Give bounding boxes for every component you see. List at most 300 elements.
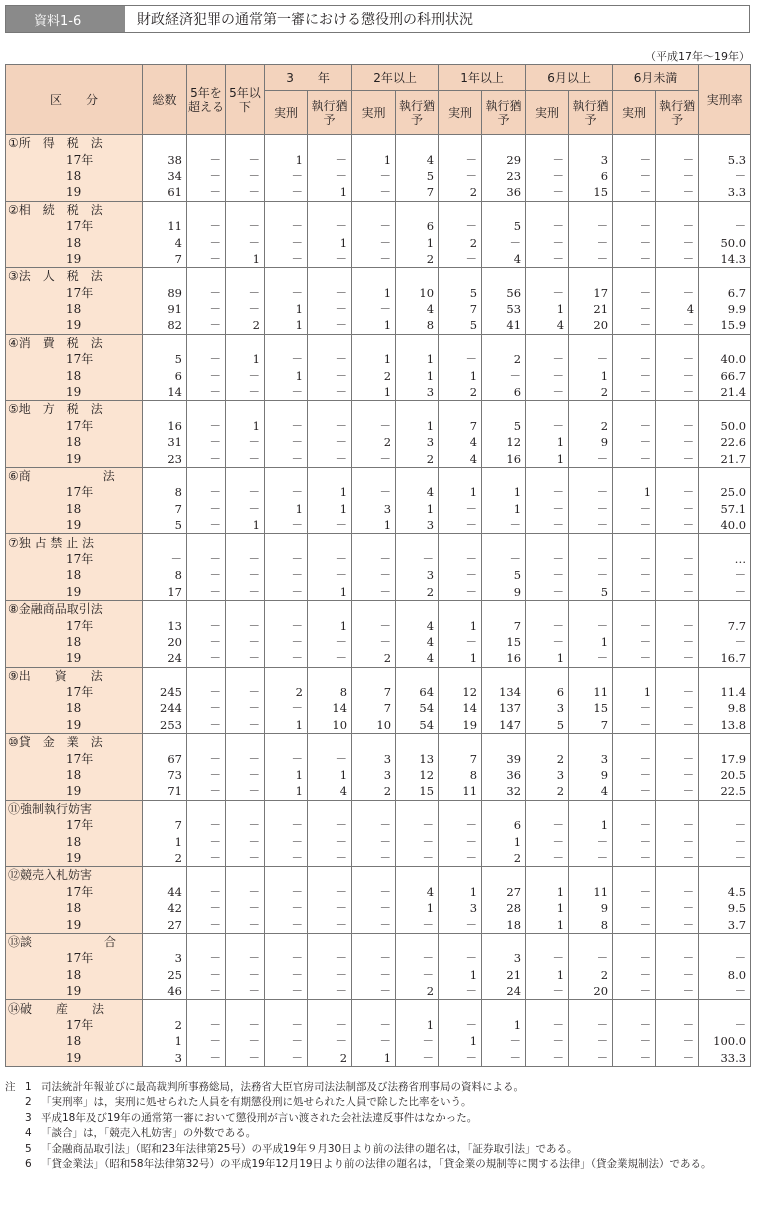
table-cell [187, 534, 226, 551]
table-cell [613, 334, 656, 351]
table-cell: － [187, 900, 226, 916]
table-cell [396, 467, 439, 484]
table-cell: － [569, 1033, 613, 1049]
table-cell: 1 [439, 1033, 482, 1049]
table-cell [482, 334, 526, 351]
table-cell: 44 [143, 884, 187, 900]
table-cell [226, 467, 265, 484]
table-cell: 1 [526, 967, 569, 983]
table-cell: － [439, 151, 482, 167]
table-cell: － [308, 916, 352, 933]
table-cell: 20.5 [699, 767, 751, 783]
table-cell [569, 334, 613, 351]
table-cell: － [613, 418, 656, 434]
table-cell: － [569, 1017, 613, 1033]
table-cell: － [226, 151, 265, 167]
table-cell: 4 [396, 151, 439, 167]
table-cell: － [226, 983, 265, 1000]
year-label: 18 [6, 234, 143, 250]
table-row [6, 817, 751, 833]
table-cell: － [656, 617, 699, 633]
table-row [6, 750, 751, 766]
table-cell: 21 [569, 301, 613, 317]
table-cell: － [656, 916, 699, 933]
table-cell [265, 135, 308, 152]
table-cell: － [265, 184, 308, 201]
table-cell [526, 401, 569, 418]
table-cell: 7 [439, 750, 482, 766]
table-cell: － [352, 950, 396, 966]
table-cell [613, 467, 656, 484]
table-cell: 5 [396, 168, 439, 184]
table-cell: 4.5 [699, 884, 751, 900]
table-cell: － [613, 151, 656, 167]
table-cell: 17.9 [699, 750, 751, 766]
table-cell: 22.6 [699, 434, 751, 450]
table-row [6, 1017, 751, 1033]
table-cell: 12 [482, 434, 526, 450]
table-body [6, 135, 751, 1067]
table-cell: － [656, 884, 699, 900]
table-cell: 18 [482, 916, 526, 933]
note-marker [5, 1142, 25, 1157]
table-cell: － [308, 367, 352, 383]
year-label: 17年 [6, 351, 143, 367]
table-cell: － [265, 450, 308, 467]
table-cell: 1 [352, 1049, 396, 1066]
table-cell: 1 [308, 617, 352, 633]
table-cell: 5 [482, 218, 526, 234]
year-label: 17年 [6, 418, 143, 434]
table-row [6, 967, 751, 983]
table-row [6, 384, 751, 401]
table-cell [143, 734, 187, 751]
table-cell [439, 800, 482, 817]
table-cell: － [656, 501, 699, 517]
table-cell: － [265, 551, 308, 567]
table-cell: 5 [482, 418, 526, 434]
table-cell: － [352, 551, 396, 567]
col-total: 総数 [143, 65, 187, 135]
table-group-row [6, 534, 751, 551]
table-cell [699, 1000, 751, 1017]
notes [5, 1080, 753, 1172]
table-cell: 2 [439, 184, 482, 201]
table-cell: － [569, 234, 613, 250]
year-label: 19 [6, 384, 143, 401]
col-actual: 実刑 [613, 91, 656, 135]
year-label: 19 [6, 450, 143, 467]
table-cell [613, 201, 656, 218]
table-cell: － [526, 418, 569, 434]
table-cell: － [526, 1049, 569, 1066]
table-cell [613, 800, 656, 817]
table-cell [308, 933, 352, 950]
table-cell [613, 1000, 656, 1017]
table-cell [226, 401, 265, 418]
table-cell: － [439, 501, 482, 517]
year-label: 17年 [6, 884, 143, 900]
table-cell: － [613, 384, 656, 401]
table-cell: － [308, 218, 352, 234]
table-cell: 3 [396, 434, 439, 450]
table-cell: 15 [569, 184, 613, 201]
table-cell [396, 800, 439, 817]
table-cell: － [265, 833, 308, 849]
note-item [5, 1080, 753, 1095]
table-cell: 4 [439, 434, 482, 450]
table-cell [396, 1000, 439, 1017]
note-text: 司法統計年報並びに最高裁判所事務総局，法務省大臣官房司法法制部及び法務省刑事局の資料による。 [41, 1081, 524, 1093]
table-cell: － [699, 634, 751, 650]
table-cell [526, 201, 569, 218]
table-cell: － [226, 567, 265, 583]
table-cell [526, 933, 569, 950]
table-cell: 7 [569, 717, 613, 734]
table-cell [699, 734, 751, 751]
table-cell: 1 [439, 967, 482, 983]
table-cell: － [482, 551, 526, 567]
table-cell: 2 [352, 367, 396, 383]
table-cell: － [656, 817, 699, 833]
table-cell: 1 [526, 450, 569, 467]
table-cell: － [352, 900, 396, 916]
table-cell: － [526, 484, 569, 500]
col-actual: 実刑 [439, 91, 482, 135]
table-cell [143, 268, 187, 285]
table-cell: 3 [569, 151, 613, 167]
table-cell [143, 534, 187, 551]
table-row [6, 1033, 751, 1049]
document-title: 財政経済犯罪の通常第一審における懲役刑の科刑状況 [137, 12, 473, 28]
table-cell [187, 600, 226, 617]
table-cell [439, 933, 482, 950]
col-section: 区 分 [6, 65, 143, 135]
table-cell: － [265, 484, 308, 500]
table-cell: 73 [143, 767, 187, 783]
table-cell: － [187, 617, 226, 633]
table-cell: － [308, 750, 352, 766]
table-cell: 3 [482, 950, 526, 966]
table-cell: 9.8 [699, 700, 751, 716]
table-cell: － [656, 285, 699, 301]
document-header [5, 5, 750, 33]
table-cell: － [226, 634, 265, 650]
table-cell [656, 467, 699, 484]
col-under-6-months: 6月未満 [613, 65, 699, 91]
col-over-5-years: 5年を超える [187, 65, 226, 135]
table-cell: － [613, 833, 656, 849]
table-cell: － [396, 833, 439, 849]
table-cell: 2 [569, 967, 613, 983]
table-cell: － [352, 617, 396, 633]
table-row [6, 983, 751, 1000]
table-cell: 1 [482, 1017, 526, 1033]
table-cell: 5.3 [699, 151, 751, 167]
table-cell: － [482, 367, 526, 383]
note-marker [5, 1111, 25, 1126]
table-cell: － [613, 168, 656, 184]
table-cell: 1 [613, 484, 656, 500]
table-cell [308, 534, 352, 551]
table-cell [613, 933, 656, 950]
col-1-year-plus: 1年以上 [439, 65, 526, 91]
col-suspended: 執行猶予 [656, 91, 699, 135]
table-cell: － [187, 584, 226, 601]
table-cell [308, 734, 352, 751]
table-cell: 5 [439, 285, 482, 301]
table-cell: 10 [352, 717, 396, 734]
document-tag: 資料1-6 [6, 6, 125, 32]
table-cell [526, 1000, 569, 1017]
table-cell [187, 467, 226, 484]
table-cell [526, 268, 569, 285]
table-cell: 54 [396, 700, 439, 716]
table-cell: 1 [439, 884, 482, 900]
table-cell: － [187, 567, 226, 583]
table-cell: － [308, 551, 352, 567]
table-cell: － [439, 218, 482, 234]
table-cell: － [613, 967, 656, 983]
table-cell [526, 600, 569, 617]
table-cell: 16.7 [699, 650, 751, 667]
table-cell: 23 [482, 168, 526, 184]
year-label: 17年 [6, 750, 143, 766]
table-cell: － [396, 817, 439, 833]
table-cell [699, 467, 751, 484]
table-cell [265, 667, 308, 684]
table-group-row [6, 135, 751, 152]
table-cell [482, 1000, 526, 1017]
table-cell: 3 [352, 501, 396, 517]
table-cell: － [352, 251, 396, 268]
table-cell: － [187, 367, 226, 383]
table-cell: 4 [656, 301, 699, 317]
table-cell: － [613, 184, 656, 201]
group-label: ②相 続 税 法 [6, 201, 143, 218]
table-cell: 3 [352, 750, 396, 766]
table-cell: － [226, 584, 265, 601]
table-cell: 27 [143, 916, 187, 933]
table-cell: － [613, 367, 656, 383]
table-cell: － [613, 916, 656, 933]
table-cell: － [656, 434, 699, 450]
table-cell: 5 [526, 717, 569, 734]
table-cell: 2 [439, 384, 482, 401]
year-label: 18 [6, 700, 143, 716]
table-cell: － [613, 434, 656, 450]
table-cell: － [226, 218, 265, 234]
table-row [6, 634, 751, 650]
table-cell: － [439, 551, 482, 567]
table-cell: － [656, 767, 699, 783]
table-cell [569, 268, 613, 285]
year-label: 19 [6, 650, 143, 667]
group-label: ①所 得 税 法 [6, 135, 143, 152]
note-marker [5, 1126, 25, 1141]
table-cell: － [656, 983, 699, 1000]
table-cell: － [352, 168, 396, 184]
table-cell: － [613, 551, 656, 567]
table-cell: － [187, 717, 226, 734]
year-label: 19 [6, 850, 143, 867]
table-cell [352, 667, 396, 684]
table-cell [613, 600, 656, 617]
table-cell [308, 1000, 352, 1017]
table-cell: － [526, 384, 569, 401]
table-cell: － [569, 551, 613, 567]
table-cell [569, 800, 613, 817]
table-cell: 1 [265, 317, 308, 334]
table-cell: 7 [143, 501, 187, 517]
table-cell: － [656, 418, 699, 434]
table-cell: － [226, 367, 265, 383]
year-label: 17年 [6, 684, 143, 700]
table-cell: － [265, 750, 308, 766]
table-cell: － [526, 184, 569, 201]
table-cell: 2 [143, 1017, 187, 1033]
note-number: 5 [25, 1142, 32, 1155]
table-group-row [6, 334, 751, 351]
table-cell: － [187, 517, 226, 534]
table-cell: － [613, 450, 656, 467]
year-label: 19 [6, 983, 143, 1000]
table-cell: 15 [482, 634, 526, 650]
table-row [6, 351, 751, 367]
table-cell: － [226, 767, 265, 783]
table-cell: 4 [396, 617, 439, 633]
table-cell: － [613, 634, 656, 650]
table-row [6, 484, 751, 500]
note-text: 「金融商品取引法」（昭和23年法律第25号）の平成19年９月30日より前の法律の題名は，「証券取引法」である。 [41, 1142, 578, 1155]
table-cell: － [187, 484, 226, 500]
table-cell: － [352, 484, 396, 500]
table-cell [526, 135, 569, 152]
table-cell [143, 667, 187, 684]
table-cell [265, 467, 308, 484]
year-label: 17年 [6, 551, 143, 567]
table-cell: － [187, 351, 226, 367]
table-row [6, 251, 751, 268]
table-cell: 5 [143, 351, 187, 367]
table-cell: 13.8 [699, 717, 751, 734]
table-cell: 1 [226, 418, 265, 434]
table-cell: 10 [308, 717, 352, 734]
table-cell: － [526, 168, 569, 184]
table-cell: － [526, 218, 569, 234]
table-cell: － [265, 251, 308, 268]
table-cell [308, 667, 352, 684]
note-item [5, 1142, 753, 1157]
table-cell: － [308, 1017, 352, 1033]
table-cell [396, 401, 439, 418]
table-cell: 1 [526, 884, 569, 900]
table-cell [699, 933, 751, 950]
table-cell [569, 867, 613, 884]
table-row [6, 434, 751, 450]
table-row [6, 450, 751, 467]
table-cell: － [226, 833, 265, 849]
table-cell: 9 [482, 584, 526, 601]
note-text: 「実刑率」は，実刑に処せられた人員を有期懲役刑に処せられた人員で除した比率をいう。 [41, 1096, 472, 1109]
table-cell [226, 600, 265, 617]
table-cell [526, 667, 569, 684]
table-cell [656, 201, 699, 218]
table-row [6, 833, 751, 849]
table-cell: 24 [482, 983, 526, 1000]
table-cell [569, 467, 613, 484]
col-suspended: 執行猶予 [308, 91, 352, 135]
table-cell [308, 201, 352, 218]
table-cell: 1 [265, 367, 308, 383]
table-cell: － [265, 434, 308, 450]
table-row [6, 850, 751, 867]
table-cell [396, 867, 439, 884]
table-cell: 3 [439, 900, 482, 916]
col-3-years: 3 年 [265, 65, 352, 91]
table-cell [613, 734, 656, 751]
table-row [6, 234, 751, 250]
table-cell: － [613, 317, 656, 334]
table-cell [265, 933, 308, 950]
table-cell [439, 467, 482, 484]
table-cell [352, 268, 396, 285]
table-cell: － [187, 650, 226, 667]
year-label: 17年 [6, 1017, 143, 1033]
group-label: ⑭破 産 法 [6, 1000, 143, 1017]
table-cell: － [613, 567, 656, 583]
table-cell [143, 201, 187, 218]
table-cell: － [396, 551, 439, 567]
table-cell: － [187, 301, 226, 317]
table-cell: － [656, 450, 699, 467]
table-cell: － [613, 717, 656, 734]
table-cell: 8 [569, 916, 613, 933]
table-cell: 2 [396, 450, 439, 467]
table-cell: 1 [569, 367, 613, 383]
table-cell: － [613, 617, 656, 633]
table-cell: 27 [482, 884, 526, 900]
table-cell: － [187, 967, 226, 983]
table-cell [226, 867, 265, 884]
table-cell [699, 334, 751, 351]
table-row [6, 285, 751, 301]
table-cell: 67 [143, 750, 187, 766]
table-cell: － [308, 817, 352, 833]
table-cell: － [526, 1033, 569, 1049]
note-number: 1 [25, 1081, 32, 1093]
note-number: 6 [25, 1158, 32, 1171]
table-cell [143, 334, 187, 351]
table-cell: 33.3 [699, 1049, 751, 1066]
table-cell: 137 [482, 700, 526, 716]
table-cell: 2 [352, 650, 396, 667]
col-actual: 実刑 [526, 91, 569, 135]
table-cell: － [656, 184, 699, 201]
table-cell: － [265, 967, 308, 983]
table-cell: 2 [482, 850, 526, 867]
table-cell: 46 [143, 983, 187, 1000]
table-cell: － [656, 1017, 699, 1033]
table-cell [526, 800, 569, 817]
table-cell: － [699, 833, 751, 849]
table-cell: 91 [143, 301, 187, 317]
table-cell: 15.9 [699, 317, 751, 334]
table-cell [526, 467, 569, 484]
table-cell: － [656, 317, 699, 334]
table-cell [569, 734, 613, 751]
table-group-row [6, 734, 751, 751]
